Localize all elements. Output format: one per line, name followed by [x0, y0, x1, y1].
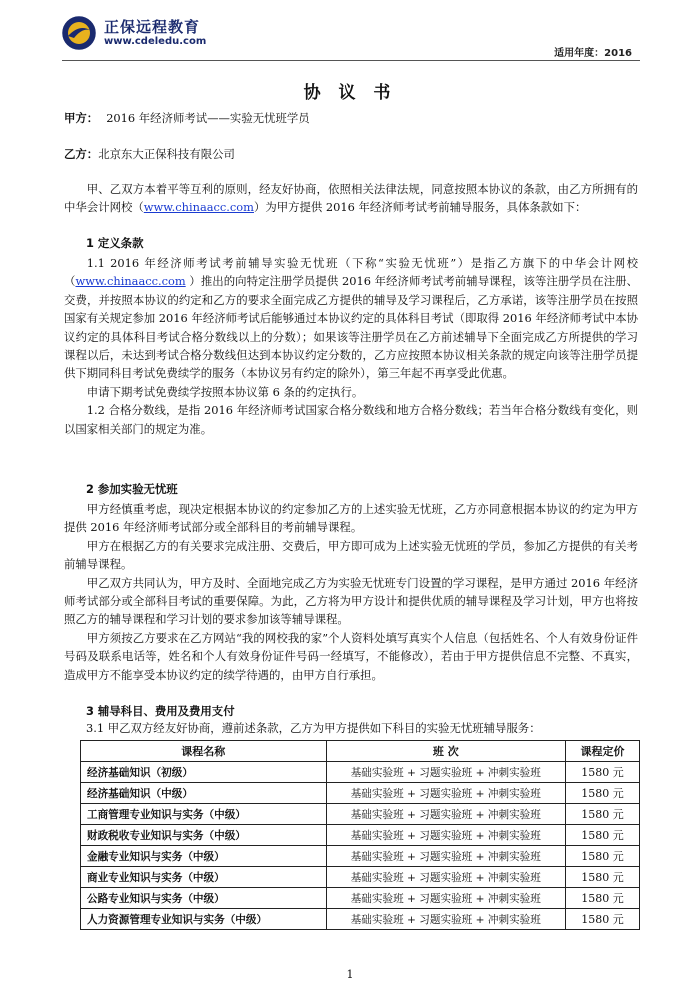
- intro-text-before: 甲、乙双方本着平等互利的原则，经友好协商，依照相关法律法规，同意按照本协议的条款，由乙方所拥有的中华会计网校（: [64, 182, 638, 215]
- page-number: 1: [346, 968, 354, 981]
- table-row: [81, 825, 640, 846]
- table-row: [81, 846, 640, 867]
- s3-p1: 3.1 甲乙双方经友好协商，遵前述条款，乙方为甲方提供如下科目的实验无忧班辅导服务：: [86, 721, 541, 735]
- party-b-label: 乙方：: [64, 147, 99, 161]
- brand-url: www.cdeledu.com: [104, 36, 207, 47]
- price-cell: 1580 元: [566, 909, 640, 930]
- document-title: 协 议 书: [303, 83, 397, 103]
- col-header-classes: 班 次: [326, 741, 566, 762]
- course-name-cell: 经济基础知识（初级）: [81, 762, 327, 783]
- section-2-heading: 2 参加实验无忧班: [86, 482, 178, 496]
- s1-p1-after: ）推出的向特定注册学员提供 2016 年经济师考试考前辅导课程，该等注册学员在注册、交费，并按照本协议的约定和乙方的要求全面完成乙方提供的辅导及学习课程后，乙方承诺，该等注册学员在按照国家有关规定参加 2016 年经济师考试后能够通过本协议约定的具体科目考试（即取得 2016 年经济师考试中本协议约定的具体科目考试合格分数线以上的分数）；如果该等注册学员在乙方前述辅导下全面完成乙方所提供的学习课程以后，未达到考试合格分数线但达到本协议约定分数的，乙方应按照本协议相关条款的规定向该等注册学员提供下期同科目考试免费续学的服务（本协议另有约定的除外），第三年起不再享受此优惠。: [64, 274, 638, 381]
- table-row: [81, 804, 640, 825]
- party-b-value: 北京东大正保科技有限公司: [98, 147, 235, 161]
- table-row: [81, 762, 640, 783]
- table-row: [81, 867, 640, 888]
- party-a: [64, 110, 310, 127]
- s2-p4: 甲方须按乙方要求在乙方网站“我的网校我的家”个人资料处填写真实个人信息（包括姓名、个人有效身份证件号码及联系电话等，姓名和个人有效身份证件号码一经填写，不能修改），若由于甲方提供信息不完整、不真实，造成甲方不能享受本协议约定的续学待遇的，由甲方自行承担。: [64, 630, 638, 682]
- table-row: [81, 909, 640, 930]
- course-name-cell: 人力资源管理专业知识与实务（中级）: [81, 909, 327, 930]
- brand-name: 正保远程教育: [104, 18, 201, 36]
- table-row: [81, 783, 640, 804]
- s2-p2: 甲方在根据乙方的有关要求完成注册、交费后，甲方即可成为上述实验无忧班的学员，参加乙方提供的有关考前辅导课程。: [64, 538, 638, 572]
- page-header: [0, 0, 700, 60]
- price-cell: 1580 元: [566, 783, 640, 804]
- course-name-cell: 商业专业知识与实务（中级）: [81, 867, 327, 888]
- price-cell: 1580 元: [566, 804, 640, 825]
- price-cell: 1580 元: [566, 888, 640, 909]
- classes-cell: 基础实验班 + 习题实验班 + 冲刺实验班: [326, 804, 566, 825]
- section-3-heading: 3 辅导科目、费用及费用支付: [86, 704, 235, 718]
- classes-cell: 基础实验班 + 习题实验班 + 冲刺实验班: [326, 762, 566, 783]
- classes-cell: 基础实验班 + 习题实验班 + 冲刺实验班: [326, 846, 566, 867]
- s1-p3: 1.2 合格分数线，是指 2016 年经济师考试国家合格分数线和地方合格分数线；若当年合格分数线有变化，则以国家相关部门的规定为准。: [64, 403, 638, 436]
- s2-p1: 甲方经慎重考虑，现决定根据本协议的约定参加乙方的上述实验无忧班，乙方亦同意根据本协议的约定为甲方提供 2016 年经济师考试部分或全部科目的考前辅导课程。: [64, 502, 638, 535]
- party-a-value: 2016 年经济师考试——实验无忧班学员: [106, 111, 310, 125]
- party-a-label: 甲方：: [64, 111, 99, 125]
- s1-p2: 申请下期考试免费续学按照本协议第 6 条的约定执行。: [86, 384, 364, 399]
- classes-cell: 基础实验班 + 习题实验班 + 冲刺实验班: [326, 888, 566, 909]
- price-cell: 1580 元: [566, 825, 640, 846]
- classes-cell: 基础实验班 + 习题实验班 + 冲刺实验班: [326, 867, 566, 888]
- course-name-cell: 金融专业知识与实务（中级）: [81, 846, 327, 867]
- s2-p3: 甲乙双方共同认为，甲方及时、全面地完成乙方为实验无忧班专门设置的学习课程，是甲方通过 2016 年经济师考试部分或全部科目考试的重要保障。为此，乙方将为甲方设计和提供优质的辅导课程及学习计划，甲方也将按照乙方的辅导课程和学习计划的要求参加该等辅导课程。: [64, 575, 638, 627]
- course-name-cell: 工商管理专业知识与实务（中级）: [81, 804, 327, 825]
- chinaacc-link-2[interactable]: www.chinaacc.com: [75, 274, 186, 289]
- intro-text-after: ）为甲方提供 2016 年经济师考试考前辅导服务，具体条款如下：: [253, 200, 587, 215]
- section-2-body: [64, 500, 638, 684]
- col-header-price: 课程定价: [566, 741, 640, 762]
- classes-cell: 基础实验班 + 习题实验班 + 冲刺实验班: [326, 783, 566, 804]
- col-header-course: 课程名称: [81, 741, 327, 762]
- course-name-cell: 财政税收专业知识与实务（中级）: [81, 825, 327, 846]
- section-1-body: [64, 254, 638, 438]
- table-row: [81, 888, 640, 909]
- course-fee-table: [80, 740, 640, 930]
- classes-cell: 基础实验班 + 习题实验班 + 冲刺实验班: [326, 825, 566, 846]
- chinaacc-link[interactable]: www.chinaacc.com: [143, 200, 254, 215]
- s1-p1-before: 1.1 2016 年经济师考试考前辅导实验无忧班（下称“实验无忧班”）是指乙方旗下的中华会计网校（: [64, 256, 638, 289]
- brand-logo-icon: [62, 16, 96, 50]
- section-1-heading: 1 定义条款: [86, 236, 144, 250]
- course-name-cell: 公路专业知识与实务（中级）: [81, 888, 327, 909]
- price-cell: 1580 元: [566, 762, 640, 783]
- price-cell: 1580 元: [566, 867, 640, 888]
- course-name-cell: 经济基础知识（中级）: [81, 783, 327, 804]
- header-divider: [62, 60, 640, 61]
- table-header-row: [81, 741, 640, 762]
- applicable-year: 适用年度：2016: [554, 48, 632, 59]
- party-b: [64, 146, 235, 163]
- intro-paragraph: [64, 180, 638, 217]
- classes-cell: 基础实验班 + 习题实验班 + 冲刺实验班: [326, 909, 566, 930]
- price-cell: 1580 元: [566, 846, 640, 867]
